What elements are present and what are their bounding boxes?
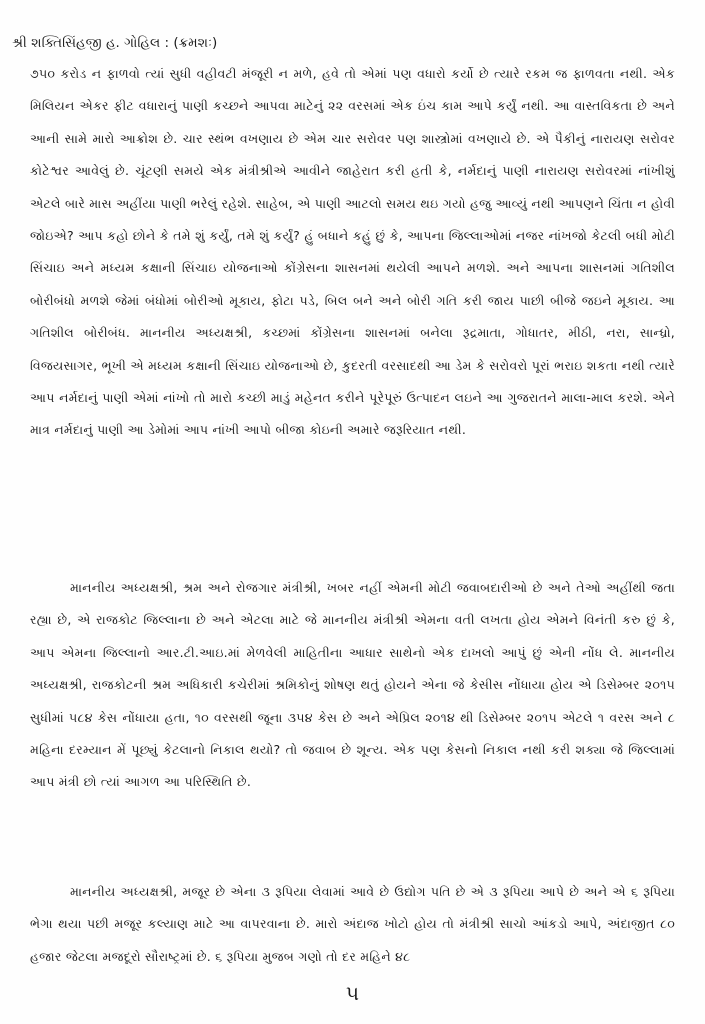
paragraph-1: ૭૫૦ કરોડ ન ફાળવો ત્યાં સુધી વહીવટી મંજૂરી ન મળે, હવે તો એમાં પણ વધારો કર્યો છે ત્યારે રકમ જ ફાળવતા નથી. એક મિલિયન એકર ફીટ વધારાનું પાણી કચ્છને આપવા માટેનું ૨૨ વરસમાં એક ઇંચ કામ આપે કર્યું નથી. આ વાસ્તવિકતા છે અને આની સામે મારો આક્રોશ છે. ચાર સ્થંભ વખણાય છે એમ ચાર સરોવર પણ શાસ્ત્રોમાં વખણાયે છે. એ પૈકીનું નારાયણ સરોવર કોટેશ્વર આવેલું છે. ચૂંટણી સમયે એક મંત્રીશ્રીએ આવીને જાહેરાત કરી હતી કે, નર્મદાનું પાણી નારાયણ સરોવરમાં નાંખીશું એટલે બારે માસ અહીંયા પાણી ભરેલું રહેશે. સાહેબ, એ પાણી આટલો સમય થઇ ગયો હજુ આવ્યું નથી આપણને ચિંતા ન હોવી જોઇએ? આપ કહો છોને કે તમે શું કર્યું, તમે શું કર્યું? હું બધાને કહું છું કે, આપના જિલ્લાઓમાં નજર નાંખજો કેટલી બધી મોટી સિંચાઇ અને મધ્યમ કક્ષાની સિંચાઇ યોજનાઓ કોંગ્રેસના શાસનમાં થયેલી આપને મળશે. અને આપના શાસનમાં ગતિશીલ બોરીબંધો મળશે જેમાં બંધોમાં બોરીઓ મૂકાય, ફોટા પડે, બિલ બને અને બોરી ગતિ કરી જાય પાછી બીજે જઇને મૂકાય. આ ગતિશીલ બોરીબંધ. માનનીય અધ્યક્ષશ્રી, કચ્છમાં કોંગ્રેસના શાસનમાં બનેલા રૂદ્રમાતા, ગોધાતર, મીઠી, નરા, સાન્ધ્રો, વિજયસાગર, ભૂખી એ મધ્યમ કક્ષાની સિંચાઇ યોજનાઓ છે, કુદરતી વરસાદથી આ ડેમ કે સરોવરો પૂરાં ભરાઇ શકતા નથી ત્યારે આપ નર્મદાનું પાણી એમાં નાંખો તો મારો કચ્છી માડું મહેનત કરીને પૂરેપૂરું ઉત્પાદન લઇને આ ગુજરાતને માલા-માલ કરશે. એને માત્ર નર્મદાનું પાણી આ ડેમોમાં આપ નાંખી આપો બીજા કોઇની અમારે જરૂરિયાત નથી. — [30, 66, 675, 438]
speaker-heading: શ્રી શક્તિસિંહજી હ. ગોહિલ : (ક્રમશઃ) — [12, 35, 218, 51]
page-number: ૫ — [345, 981, 360, 1005]
paragraph-3: માનનીય અધ્યક્ષશ્રી, મજૂર છે એના ૩ રૂપિયા લેવામાં આવે છે ઉદ્યોગ પતિ છે એ ૩ રૂપિયા આપે છે અને એ ૬ રૂપિયા ભેગા થયા પછી મજૂર કલ્યાણ માટે આ વાપરવાના છે. મારો અંદાજ ખોટો હોય તો મંત્રીશ્રી સાચો આંકડો આપે, અંદાજીત ૮૦ હજાર જેટલા મજદૂરો સૌરાષ્ટ્રમાં છે. ૬ રૂપિયા મુજબ ગણો તો દર મહિને ૪૮ — [30, 884, 675, 964]
paragraph-2: માનનીય અધ્યક્ષશ્રી, શ્રમ અને રોજગાર મંત્રીશ્રી, ખબર નહીં એમની મોટી જવાબદારીઓ છે અને તેઓ અહીંથી જતા રહ્યા છે, એ રાજકોટ જિલ્લાના છે અને એટલા માટે જે માનનીય મંત્રીશ્રી એમના વતી લખતા હોય એમને વિનંતી કરુ છું કે, આપ એમના જિલ્લાનો આર.ટી.આઇ.માં મેળવેલી માહિતીના આધાર સાથેનો એક દાખલો આપું છું એની નોંધ લે. માનનીય અધ્યક્ષશ્રી, રાજકોટની શ્રમ અધિકારી કચેરીમાં શ્રમિકોનું શોષણ થતું હોયને એના જે કેસીસ નોંધાયા હોય એ ડિસેમ્બર ૨૦૧૫ સુધીમાં ૫૮૪ કેસ નોંધાયા હતા, ૧૦ વરસથી જૂના ૩૫૪ કેસ છે અને એપ્રિલ ૨૦૧૪ થી ડિસેમ્બર ૨૦૧૫ એટલે ૧ વરસ અને ૮ મહિના દરમ્યાન મેં પૂછ્યું કેટલાનો નિકાલ થયો? તો જવાબ છે શૂન્ય. એક પણ કેસનો નિકાલ નથી કરી શક્યા જે જિલ્લામાં આપ મંત્રી છો ત્યાં આગળ આ પરિસ્થિતિ છે. — [30, 580, 675, 790]
